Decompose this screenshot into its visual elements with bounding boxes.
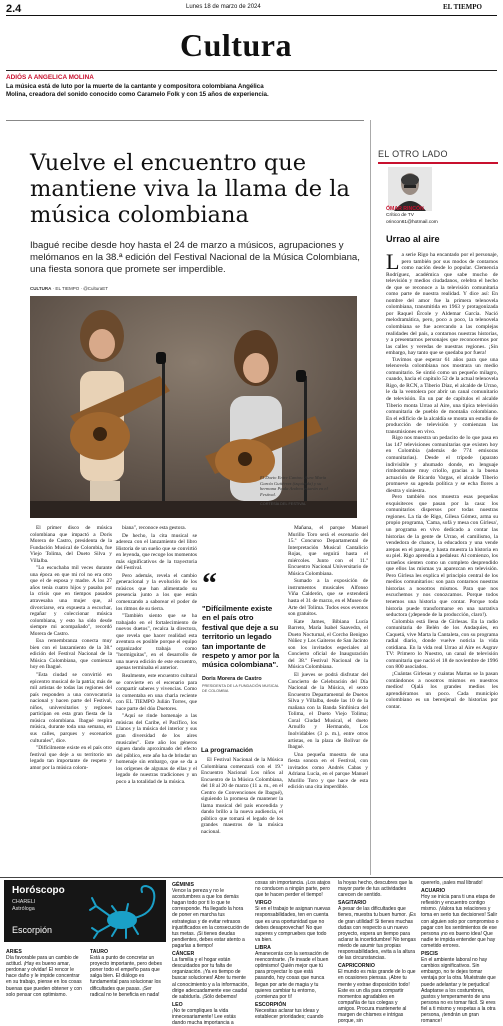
page-number: 2.4 <box>6 3 22 15</box>
paragraph: Pero también nos muestra esas pequeñas exquisiteces que pasan por la casa: los comunitarios dispersos por todas nuestras regiones. La tía de Rigo, Gilesa Gómez, arma su propio programa, 'Cama, sofá y mesa con Girlesa', un programa en vivo dedicado a contar las historias de la gente de Urrao, el camilismo, la vendedora de chance, la educadora y una vende arepas en el parque, y hasta muestra la historia en su piel. Rigo aprendía a pedalear. Al comienzo, los urraeños sienten como un completo desprendido que ellos las mismas ya aparezcan en televisión. Pero Girlesa les explica el principio central de los medios comunitarios: son para contarnos nuestras historias a nosotros mismos. Para que nos escuchemos y nos conozcamos. Porque todos tenemos una historia que contar. Porque toda historia puede transformarse en una narrativa seductora (¡depende de la producción, claro!). <box>386 494 498 619</box>
sign-of-day: Escorpión <box>12 925 53 935</box>
sign-text: A pesar de las dificultades que tienes, muestra tu buen humor. ¡Es de gran utilidad! Si tienes muchas dudas con respecto a un nuevo proyecto, espera un tiempo para aclarar la incertidumbre! No tengas miedo de asumir tus propias responsabilidades, evita a la altura de las circunstancias. <box>338 906 416 962</box>
author-portrait <box>388 167 432 211</box>
scorpion-drawing <box>82 880 166 942</box>
sign-text: quererlo, ¡sales mal librado! <box>421 880 483 886</box>
paragraph: Tuvimos que esperar 61 años para que una telenovela colombiana nos mostrara un medio comunitario. Se sintió como un pequeño milagro, cuando, hacia el capítulo 52 de la actual telenovela Rigo, de RCN, a Tiberio Díaz, el alcalde de Urrao, le da la ventolera por abrir un canal comunitario de televisión. En un par de capítulos el alcalde Tiberio monta Urrao al Aire, una típica televisión comunitaria de pueblo de montaña colombiano. En el edificio de la alcaldía se monta un estudio de producción de televisión y comienzan las transmisiones en vivo. <box>386 356 498 435</box>
paragraph: Mañana, el parque Manuel Murillo Toro será el escenario del 15.º Concurso Departamental de Interpretación Musical Cantalicio Rojas, que seguirá hasta el miércoles. Junto con el 11.º Encuentro Nacional Universitario de Música Colombiana. <box>288 525 368 577</box>
author-name: ÓMAR RINCÓN <box>386 206 424 212</box>
sidebar-divider <box>370 120 371 875</box>
paragraph: Kate James, Bibiana Lucía Barreto, María Isabel Saavedra, el Dueto Nocturnal, el Corcho Benigno Núñez y Los Gaiteros de San Jacinto son los invitados especiales al Concierto oficial de Inauguración del 38.º Festival Nacional de la Música Colombiana. <box>288 618 368 671</box>
paragraph: ¡Cuántas Girlesas y cuántas Martas se la pasan contándonos a nosotros mismos en nuestros medios! Ojalá los grandes medios les aprendiéramos un poco. Cada municipio colombiano es un berenjenal de historias por contar. <box>386 671 498 710</box>
top-rule <box>6 15 497 16</box>
horoscope-rule <box>0 877 503 878</box>
pull-quote-author: Doris Morera de Castro <box>202 676 262 682</box>
article-column-4 <box>288 525 368 870</box>
sign-text: cosas sin importancia. ¡Los atajos no conducen a ningún parte, pero que te hacen perder el tiempo! <box>255 880 331 899</box>
sign-text: Si en el trabajo te asignan nuevas responsabilidades, ten en cuenta que es una oportunidad que no debes desaprovechar! No que superes y compruebes que todo va bien. <box>255 906 331 943</box>
sign-label: LEO <box>172 1001 183 1008</box>
sign-text: La familia y el hogar están descuidados por tu falta de organización. ¡Ya es tiempo de buscar soluciones! Abre tu mente al conocimiento y a la información, dirige adecuadamente ese caudal de sabiduría. ¡Sólo debemos! <box>172 957 249 1000</box>
byline-handle: · EL TIEMPO · @CulturaET <box>52 286 109 291</box>
paragraph: Pero además, revela el cambio generacional y la evolución de los músicos que han alimentado su presencia junto a los que están comenzando a saborear el poder de los ritmos de su tierra. <box>116 572 197 612</box>
photo-caption: El Dueto Entre Cantos: Aura María García Gutiérrez (izquierda) y su hermana Paula Andrea estarán en el Festival. <box>260 475 328 497</box>
drop-cap: L <box>386 249 400 274</box>
sign-text: la hoyas hecho, descubres que la mayor parte de tus actividades carecen de sentido. <box>338 880 413 899</box>
paragraph: biana", reconoce esta gestora. <box>122 525 187 531</box>
horoscope-author: CHARELI <box>12 899 36 905</box>
sign-label: TAURO <box>90 949 109 955</box>
horoscope-title: Horóscopo <box>12 885 65 896</box>
paragraph: Una pequeña muestra de una fiesta sonora en el Festival, con invitados como Andrés Cabas y Adriana Lucía, en el parque Manuel Murillo Toro y que hace de esta edición una cita imperdible. <box>288 751 368 791</box>
paragraph: De hecho, la cita musical se adereza con el lanzamiento del libro Historia de un sueño que se convirtió en leyenda, que recoge los momentos más significativos de la trayectoria del Festival. <box>116 532 197 572</box>
paragraph: Colombia está llena de Girlesas. En la radio comunitaria de Belén de los Andaquíes, en Caquetá, vive Marta la Cantaleta, con su programa radial diario, donde vuelve noticia la vida cotidiana. En la vida real Urrao al Aire es Asgrav TV: Primero lo Nuestro, un canal de televisión comunitaria que nació el 18 de noviembre de 1996 con 800 asociados. <box>386 618 498 671</box>
author-email[interactable]: orincon61@hotmail.com <box>386 220 438 225</box>
sign-text: En el ambiente laboral no hay cambios significativos. Sin embargo, no te dejes tomar ventaja por la otra. Muéstrate que puede adelantar y te perjudica! Adaptarse a los costumbres, gustos y temperamento de una persona no es tomar fácil. Si eres fiel a ti mismo y respetas a la otra persona, ¡tendrán un gran romance! <box>421 957 496 1025</box>
author-avatar <box>388 167 432 211</box>
paragraph: Rigo nos muestra un pedacito de lo que pasa en las 147 televisiones comunitarias que existen hoy en Colombia (además de 774 emisoras comunitarias). Desde el trípode (aparato indivisible y ahumado donde, en lenguaje rimbombante muy criollo, gracias a la buena actuación de Ricardo Vargas, el alcalde Tiberio promueve su agenda política y se echa flores a diestra y siniestra. <box>386 435 498 494</box>
paragraph: Sumado a la exposición de instrumentos musicales Alfonso Viña Calderón, que se extenderá hasta el 31 de marzo, en el Museo de Arte del Tolima. Todos esos eventos son gratuitos. <box>288 578 368 618</box>
issue-date: Lunes 18 de marzo de 2024 <box>186 4 261 10</box>
article-deck: Ibagué recibe desde hoy hasta el 24 de marzo a músicos, agrupaciones y melómanos en la 38.ª edición del Festival Nacional de la Música Colombiana, una fiesta sonora que promete ser imperdible. <box>30 240 360 275</box>
sign-label: ARIES <box>6 949 22 955</box>
sign-text: Amanecerás con la sensación de reencontrarte. ¡Te invade el buen optimismo! Quién mejor que tú para proyectar lo que está pasando, hoy cosas que nunca llegan por arte de magia y tu quieres cambiar tu entorno, ¡comienza por ti! <box>255 951 329 1000</box>
horoscope-column-5 <box>421 880 499 1025</box>
paragraph: "Lo escuchaba mil veces durante una época en que mi rol no era otro que el de esposa y madre. A los 27 años tenía cuatro hijos y pasaba por la crisis que en tiempos pasados atravesaba una mujer que, al divorciarse, era expuesta a escuchar, regañar y coleccionar música colombiana, y esto ha sido desde siempre mi acompañado", recordó Morera de Castro. <box>30 565 112 637</box>
section-rule <box>6 70 497 71</box>
photo-credit: CORTESÍA DEL FESTIVAL <box>260 502 307 506</box>
brief-divider <box>6 120 364 121</box>
article-column-1 <box>30 525 112 870</box>
brief-kicker: ADIÓS A ANGELICA MOLINA <box>6 74 94 81</box>
paragraph: "Difícilmente existe en el país otro festival que deje a su territorio un legado tan importante de respeto y amor por la música colom- <box>30 745 112 771</box>
paragraph-text: a serie Rigo ha encantado por el personaje, pero también por sus modos de contarnos como nación desde lo popular. Clemencia Rodríguez, académica que sabe mucho de televisión y medios ciudadanos, celebra el hecho de que se reconoce a la televisión comunitaria como parte de nuestra realidad. Y dice así: En nombre del amor fue la primera telenovela colombiana, transmitida en 1963 y protagonizada por Raquel Ércole y Aldemar García. Nació melodramática, pero, poco a poco, la telenovela colombiana se fue acercando a las complejas realidades del país, a contarnos nuestras historias, y a presentarnos personajes que reconocemos por las calles y veredas de nuestras regiones. ¡Sin embargo, hay tanto que se quedaba por fuera! <box>386 252 498 357</box>
sign-text: Está a punto de concretar un proyecto importante, pero debes poner todo el empeño para que salga bien. El diálogo es fundamental para solucionar los dificultades que pasas. ¡Ser radical no te beneficia en nada! <box>90 955 162 998</box>
quote-mark-icon: “ <box>202 567 217 600</box>
sign-text: Necesitas aclarar tus ideas y establecer prioridades; cuando <box>255 1007 324 1020</box>
sign-label: GÉMINIS <box>172 882 194 888</box>
sign-text: El mundo es más grande de lo que en ocasiones piensas. ¡Abre tu mente y extrae disposición todo! Este es un día para compartir momentos agradables en compañía de tus colegas y amigos. Procura mantenerte al margen de chismes e intrigas porque, sin <box>338 969 416 1025</box>
column-title: Urrao al aire <box>386 234 440 244</box>
scorpion-icon <box>82 880 166 946</box>
sign-label: VIRGO <box>255 900 272 907</box>
column-label-rule <box>378 162 498 164</box>
sign-text: ¡No te compliques la vida innecesariamente! Lee estás dando mucha importancia a <box>172 1007 236 1026</box>
sign-label: LIBRA <box>255 944 271 951</box>
sign-label: CAPRICORNIO <box>338 963 375 970</box>
pull-quote: "Difícilmente existe en el país otro festival que deje a su territorio un legado tan importante de respeto y amor por la música colombiana". <box>202 604 280 670</box>
paragraph: "Esta ciudad se convirtió en epicentro musical de la patria; más de mil artistas de todas las regiones del país responden a una convocatoria nacional y hacen parte del Festival, niños, universitarios y regiones participan en esta gran fiesta de la música colombiana. Ibagué respira música, durante toda una semana, en sus calles, parques y escenarios culturales", dice. <box>30 672 112 744</box>
paragraph: Esa remembranza conecta muy bien con el lanzamiento de la 38.ª edición del Festival Nacional de la Música Colombiana, que comienza hoy en Ibagué. <box>30 638 112 671</box>
horoscope-column-1 <box>6 947 84 998</box>
paragraph: "También siento que se ha trabajado en el fortalecimiento de nuevos duetos", recalca la directora, que revela que hacer realidad esta aventura es posible porque el equipo organizador trabaja como "hormiguitas", en el desarrollo de una nueva edición de este encuentro, apenas terminaba el anterior. <box>116 613 197 672</box>
section-title: Cultura <box>180 27 292 63</box>
horoscope-column-2 <box>172 880 250 1026</box>
paragraph: El primer disco de música colombiana que impactó a Doris Morera de Castro, presidenta de la Fundación Musical de Colombia, fue Viejo Tolima, del Dueto Silva y Villalba. <box>30 525 112 564</box>
horoscope-column-1b <box>90 947 166 1022</box>
sign-label: SAGITARIO <box>338 900 367 907</box>
sign-text: Hoy se inicia para ti una etapa de reflexión y encuentro contigo mismo. ¡Valora tus relaciones y toma en serio tus decisiones! Salir con alguien solo por compromiso o pagar con los sentimientos de ese persona ¡no es bueno idea! Que nadie te impida entender que hay cometido errores. <box>421 894 499 949</box>
paragraph: El Festival Nacional de la Música Colombiana comenzará con el 19.º Encuentro Nacional Los niños al Encuentro de la Música Colombiana, del 18 al 20 de marzo (11 a. m., en el Centro de Convenciones de Ibagué), siguiendo la promesa de mantener la llama musical del país encendida y dando brillo a la nueva audiencia, el público que tomará el legado de los grandes maestros de la música nacional. <box>201 757 283 836</box>
sign-label: ESCORPIÓN <box>255 1001 287 1008</box>
horoscope-author-role: Astróloga <box>12 906 35 912</box>
column-body <box>386 249 498 872</box>
sign-label: ACUARIO <box>421 888 446 895</box>
article-column-2 <box>116 525 197 870</box>
paragraph: "Aquí se rinde homenaje a las músicas del Caribe, el Pacífico, los Llanos y la música del interior y sus gran diversidad de los aires musicales". Este año los géneros siguen dando aproximado del efecto del público, este año ha de brindar un homenaje sin embargo, que se da a los orígenes de algunas de ellas y el legado de nuestras tradiciones y un poco a la totalidad de la música. <box>116 713 197 785</box>
brief-text: La música está de luto por la muerte de la cantante y compositora colombiana Angélica Molina, creadora del sonido conocido como Caramelo Folk y con 15 años de experiencia. <box>6 83 269 98</box>
horoscope-column-4 <box>338 880 416 1025</box>
sign-label: PISCIS <box>421 951 439 958</box>
sign-label: CÁNCER <box>172 951 195 958</box>
author-role: Crítico de TV <box>386 213 414 218</box>
byline-section: CULTURA <box>30 286 52 291</box>
paragraph: El jueves se podrá disfrutar del Concierto de Celebración del Día Nacional de la Música, el sexto Encuentro Departamental de Duetos Silva y Villalba, desde las 10 de la mañana con la Banda Sinfónica del Tolima, el Dueto Viejo Tolima; Coral Ciudad Musical, el dueto Arnulfo y Hermando, Los Inolvidables (3 p. m.), entre otros artistas, en la plaza de Bolívar de Ibagué. <box>288 672 368 751</box>
pull-quote-role: PRESIDENTA DE LA FUNDACIÓN MUSICAL DE COLOMBIA <box>202 684 280 693</box>
subhead-programming: La programación <box>201 747 253 754</box>
article-headline: Vuelve el encuentro que mantiene viva la llama de la música colombiana <box>30 150 350 228</box>
sign-text: Día favorable para un cambio de actitud. ¡Hay es bueno amar, perdonar y olvidar! El rencor le hace daño y le impide concentrar en su trabajo, piense en los cosas buenas que pueden obtener y con solo pensar con optimismo. <box>6 955 82 998</box>
column-label: EL OTRO LADO <box>378 149 448 159</box>
paragraph <box>386 249 498 357</box>
brand-logo: EL TIEMPO <box>443 3 482 11</box>
sign-text: Vence la pereza y no le acostumbres a que los demás hagan todo por ti lo que te corresponde. Ha llegado la hora de poner en marcha tus estrategias y de evitar retrasos injustificados en la consecución de tus metas. ¡Si tienes deudas pendientes, debes estar atento a pagarlas a tiempo! <box>172 888 249 949</box>
paragraph: Realmente, este encuentro cultural se convierte en el escenario para compartir saberes y vivencias. Como lo comentaba en una charla reciente con EL TIEMPO Julián Torres, que hace parte del dúo Duetores. <box>116 673 197 712</box>
article-column-3 <box>201 757 283 872</box>
horoscope-column-3 <box>255 880 333 1022</box>
article-byline <box>30 286 108 291</box>
